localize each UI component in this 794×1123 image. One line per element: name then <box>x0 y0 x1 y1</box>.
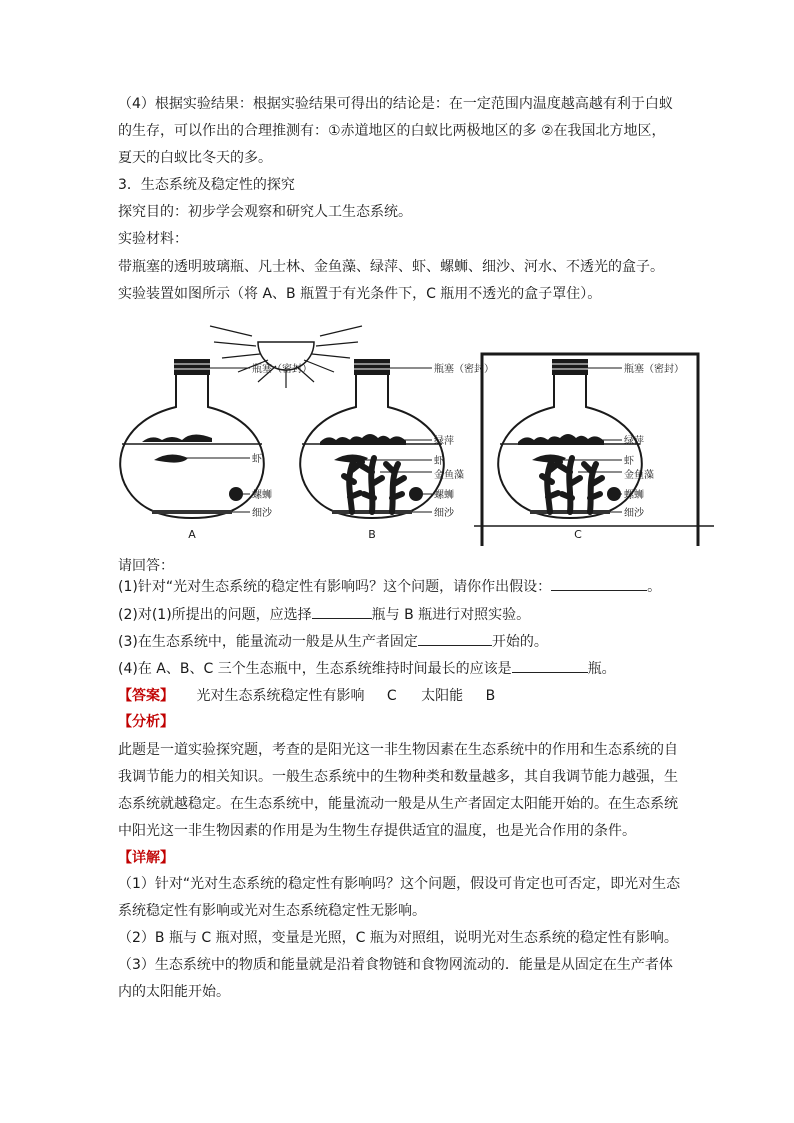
question-1: (1)针对“光对生态系统的稳定性有影响吗？这个问题，请你作出假设： 。 <box>118 576 661 597</box>
text-line: 带瓶塞的透明玻璃瓶、凡士林、金鱼藻、绿萍、虾、螺蛳、细沙、河水、不透光的盒子。 <box>118 259 664 275</box>
question-2: (2)对(1)所提出的问题，应选择 瓶与 B 瓶进行对照实验。 <box>118 604 530 625</box>
label-snail-b: 螺蛳 <box>434 490 454 501</box>
analysis-line: 态系统就越稳定。在生态系统中，能量流动一般是从生产者固定太阳能开始的。在生态系统 <box>118 796 678 812</box>
answer-tag: 【答案】 <box>118 688 174 704</box>
label-hornwort-c: 金鱼藻 <box>624 470 654 481</box>
answer-1: 光对生态系统稳定性有影响 <box>196 688 365 704</box>
detail-line: （2）B 瓶与 C 瓶对照，变量是光照，C 瓶为对照组，说明光对生态系统的稳定性有影响。 <box>118 930 678 946</box>
analysis-tag: 【分析】 <box>118 714 174 730</box>
label-duckweed-c: 绿萍 <box>624 436 644 447</box>
label-shrimp-a: 虾 <box>252 454 262 465</box>
label-stopper-a: 瓶塞（密封） <box>252 364 312 375</box>
bottle-label-a: A <box>188 528 196 541</box>
text-line: 实验装置如图所示（将 A、B 瓶置于有光条件下，C 瓶用不透光的盒子罩住）。 <box>118 286 602 302</box>
answer-4: B <box>485 688 496 704</box>
text-line: 夏天的白蚁比冬天的多。 <box>118 150 272 166</box>
section-heading: 3．生态系统及稳定性的探究 <box>118 177 295 193</box>
analysis-line: 此题是一道实验探究题，考查的是阳光这一非生物因素在生态系统中的作用和生态系统的自 <box>118 742 678 758</box>
text-line: （4）根据实验结果：根据实验结果可得出的结论是：在一定范围内温度越高越有利于白蚁 <box>118 96 673 112</box>
experiment-figure <box>110 312 720 552</box>
label-duckweed-b: 绿萍 <box>434 436 454 447</box>
text-line: 实验材料： <box>118 231 188 247</box>
experiment-diagram <box>110 312 720 552</box>
label-stopper-c: 瓶塞（密封） <box>624 364 684 375</box>
answer-blank[interactable] <box>551 576 647 591</box>
bottle-label-b: B <box>368 528 376 541</box>
answer-blank[interactable] <box>418 631 492 646</box>
label-shrimp-b: 虾 <box>434 456 444 467</box>
question-4: (4)在 A、B、C 三个生态瓶中，生态系统维持时间最长的应该是 瓶。 <box>118 658 616 679</box>
detail-line: （3）生态系统中的物质和能量就是沿着食物链和食物网流动的．能量是从固定在生产者体 <box>118 957 673 973</box>
answer-2: C <box>386 688 397 704</box>
answer-3: 太阳能 <box>421 688 464 704</box>
label-sand-a: 细沙 <box>252 508 272 519</box>
label-snail-c: 螺蛳 <box>624 490 644 501</box>
detail-line: 系统稳定性有影响或光对生态系统稳定性无影响。 <box>118 903 426 919</box>
questions-intro: 请回答： <box>118 558 174 574</box>
text-line: 探究目的：初步学会观察和研究人工生态系统。 <box>118 204 412 220</box>
label-stopper-b: 瓶塞（密封） <box>434 364 494 375</box>
detail-line: 内的太阳能开始。 <box>118 984 230 1000</box>
analysis-line: 中阳光这一非生物因素的作用是为生物生存提供适宜的温度，也是光合作用的条件。 <box>118 823 636 839</box>
answer-line <box>118 686 495 706</box>
label-sand-c: 细沙 <box>624 508 644 519</box>
answer-blank[interactable] <box>512 658 588 673</box>
sun-icon <box>210 326 362 388</box>
analysis-line: 我调节能力的相关知识。一般生态系统中的生物种类和数量越多，其自我调节能力越强，生 <box>118 769 678 785</box>
label-shrimp-c: 虾 <box>624 456 634 467</box>
detail-tag: 【详解】 <box>118 850 174 866</box>
answer-blank[interactable] <box>312 604 372 619</box>
label-snail-a: 螺蛳 <box>252 490 272 501</box>
bottle-label-c: C <box>574 528 582 541</box>
label-sand-b: 细沙 <box>434 508 454 519</box>
text-line: 的生存，可以作出的合理推测有：①赤道地区的白蚁比两极地区的多 ②在我国北方地区， <box>118 123 666 139</box>
label-hornwort-b: 金鱼藻 <box>434 470 464 481</box>
question-3: (3)在生态系统中，能量流动一般是从生产者固定 开始的。 <box>118 631 548 652</box>
detail-line: （1）针对“光对生态系统的稳定性有影响吗？这个问题，假设可肯定也可否定，即光对生态 <box>118 876 681 892</box>
